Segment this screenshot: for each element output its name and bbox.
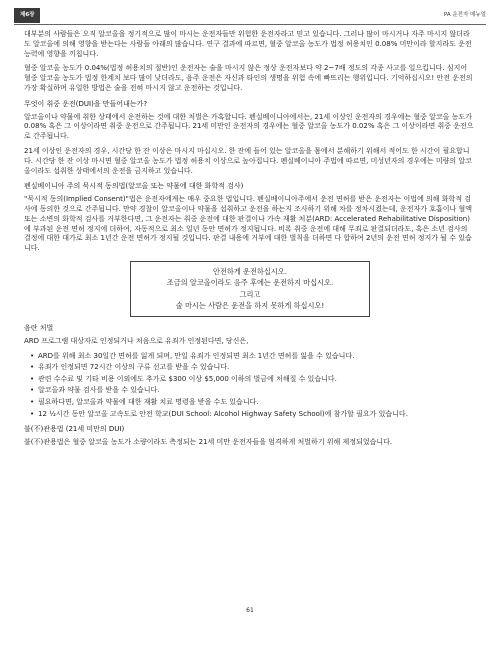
paragraph-one-drink: 21세 이상인 운전자의 경우, 시간당 한 잔 이상은 마시지 마십시오. 한 잔에 들어 있는 알코올을 몸에서 분해하기 위해서 적어도 한 시간이 필요합니다. 시간당 한 잔 이상 마시면 혈중 알코올 농도가 법정 허용치 이상으로 높아집니다. 펜실베이니아 주법에 따르면, 미성년자의 경우에는 미량의 알코올이라도 섭취한 상태에서의 운전을 금지하고 있습니다. — [24, 146, 472, 175]
penalty-list — [24, 352, 476, 420]
heading-implied-consent: 펜실베이니아 주의 묵시적 동의법(알코올 또는 약물에 대한 화학적 검사) — [24, 182, 244, 191]
list-item: • 알코올과 약물 검사를 받을 수 있습니다. — [38, 386, 476, 396]
paragraph-bac: 혈중 알코올 농도가 0.04%(법정 허용치의 절반)인 운전자는 술을 마시지 않은 정상 운전자보다 약 2~7배 정도의 각종 사고를 일으킵니다. 심지어 혈중 알코올 농도가 법정 한계치 보다 많이 낮더라도, 음주 운전은 자신과 타인의 생명을 위험 속에 빠뜨리는 행위입니다. 기억하십시오! 안전 운전의 가장 확실하며 유일한 방법은 술을 전혀 마시지 않고 운전하는 것입니다. — [24, 64, 473, 92]
list-item: • 유죄가 인정되면 72시간 이상의 구류 선고를 받을 수 있습니다. — [38, 363, 476, 373]
safety-callout-box — [130, 261, 370, 317]
paragraph-implied-consent: "묵시적 동의(Implied Consent)"법은 운전자에게는 매우 중요한 법입니다. 펜실베이니아주에서 운전 면허를 받은 운전자는 이법에 의해 화학적 검사에 동의한 것으로 간주됩니다. 만약 경찰이 알코올이나 약물을 섭취하고 운전을 하는지 조사하기 위해 차를 정차시켰는데, 운전자가 호흡이나 혈액 또는 소변의 화학적 검사를 거부한다면, 그 운전자는 취중 운전에 대한 판결이나 가속 재활 처분(ARD: Accelerated Rehabilitative Disposition)에 부과된 운전 면허 정지에 더하여, 자동적으로 최소 일년 동안 면허가 정지됩니다. 비록 취중 운전에 대해 무죄로 판결되더라도, 혹은 소년 검사의 결정에 대한 대가로 최소 1년간 운전 면허가 정지될 것입니다. 판결 내용에 거부에 대한 벌칙을 더하면 다 합하여 2년의 운전 면허 정지가 될 수 있습니다. — [24, 195, 472, 253]
header-divider — [14, 24, 486, 25]
paragraph-intro: 대부분의 사람들은 오직 알코올을 정기적으로 많이 마시는 운전자들만 위험한 운전자라고 믿고 있습니다. 그러나 많이 마시거나 자주 마시지 않더라도 알코올에 의해 영향을 받는다는 사람들 아래의 많습니다. 연구 결과에 따르면, 혈중 알코올 농도가 법정 허용치인 0.08% 미만이라 할지라도 운전 능력에 영향을 끼칩니다. — [24, 30, 472, 58]
list-item: • 12 ½시간 동안 알코올 고속도로 안전 학교(DUI School: Alcohol Highway Safety School)에 참가할 필요가 있습니다. — [38, 410, 476, 420]
callout-line: 조금의 알코올이라도 음주 후에는 운전하지 마십시오. — [166, 278, 334, 288]
callout-line: 안전하게 운전하십시오. — [212, 266, 287, 276]
page-header — [14, 8, 486, 24]
paragraph-dui-limits: 알코올이나 약물에 취한 상태에서 운전하는 것에 대한 처벌은 가혹합니다. 펜실베이니아에서는, 21세 이상인 운전자의 경우에는 혈중 알코올 농도가 0.08% 혹은 그 이상이라면 취중 운전으로 간주됩니다. 21세 미만인 운전자의 경우에는 혈중 알코올 농도가 0.02% 혹은 그 이상이라면 취중 운전으로 간주됩니다. — [24, 112, 474, 141]
callout-line: 술 마시는 사람은 운전을 하지 못하게 하십시오! — [175, 301, 325, 311]
list-item: • 필요하다면, 알코올과 약물에 대한 재활 치료 명령을 받을 수도 있습니다. — [38, 398, 476, 408]
paragraph-zero-tolerance: 불(不)관용법은 혈중 알코올 농도가 소량이라도 측정되는 21세 미만 운전자들을 엄격하게 처벌하기 위해 제정되었습니다. — [24, 438, 393, 447]
page-content — [24, 30, 476, 453]
list-item: • ARD를 위해 최소 30일간 면허를 잃게 되며, 만일 유죄가 인정되면 최소 1년간 면허를 잃을 수 있습니다. — [38, 352, 476, 362]
heading-zero-tolerance: 불(不)관용법 (21세 미만의 DUI) — [24, 425, 125, 434]
paragraph-ard: ARD 프로그램 대상자로 인정되거나 처음으로 유죄가 인정된다면, 당신은, — [24, 336, 249, 345]
chapter-tab: 제6장 — [14, 8, 40, 23]
callout-line: 그리고 — [239, 289, 261, 299]
list-item: • 관련 수수료 및 기타 비용 이외에도 추가로 $300 이상 $5,000 이하의 벌금에 처해질 수 있습니다. — [38, 375, 476, 385]
heading-penalties: 음란 처벌 — [24, 323, 54, 332]
document-title: PA 운전자 매뉴얼 — [443, 12, 486, 18]
heading-dui: 무엇이 취중 운전(DUI)을 만들어내는가? — [24, 99, 148, 108]
page-number: 61 — [246, 607, 254, 614]
